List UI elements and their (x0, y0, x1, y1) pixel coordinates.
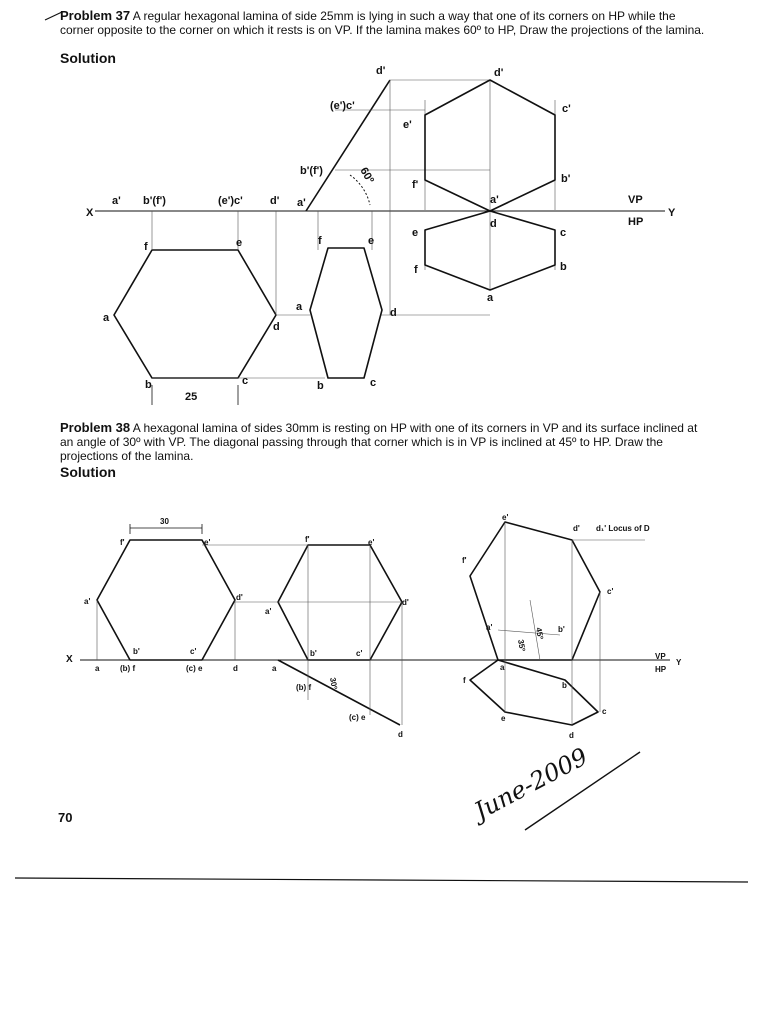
label-c-prime-3: c' (607, 587, 614, 596)
label-x-p37: X (86, 207, 94, 219)
label-a-top-view: a (103, 312, 110, 324)
second-front-view-p38 (278, 545, 402, 660)
label-d-xy-2: d (398, 730, 403, 739)
bottom-rule (15, 878, 748, 882)
label-d-middle: d (390, 307, 397, 319)
label-ce-xy-2: (c) e (349, 713, 366, 722)
label-bf-xy-1: (b) f (120, 664, 136, 673)
label-e-middle: e (368, 235, 375, 247)
final-top-view-p38 (470, 660, 598, 725)
problem-38-heading: Problem 38 (60, 420, 131, 435)
label-e-prime-final: e' (403, 119, 412, 131)
label-d-top-view: d (273, 321, 280, 333)
inclined-top-view-p38 (278, 660, 400, 725)
page-number: 70 (58, 810, 73, 825)
label-a-xy-2: a (272, 664, 277, 673)
label-b-top-3: b (562, 681, 567, 690)
label-b-final-top: b (560, 261, 567, 273)
label-b-prime-3: b' (558, 625, 565, 634)
label-c-top-view: c (242, 375, 249, 387)
label-d-prime-top: d' (376, 65, 386, 77)
label-d-prime-1: d' (236, 593, 243, 602)
label-angle-35: 35º (516, 638, 527, 652)
check-mark-stroke (45, 12, 62, 20)
label-ec-prime-top: (e')c' (330, 100, 355, 112)
label-a-middle: a (296, 301, 303, 313)
label-a-prime-1: a' (84, 597, 91, 606)
top-view-hexagon-p37 (114, 250, 276, 378)
label-f-top-3: f (463, 676, 466, 685)
true-shape-hexagon-p38 (97, 540, 235, 660)
middle-top-view-p37 (310, 248, 382, 378)
label-angle-60: 60º (357, 165, 376, 186)
label-x-p38: X (66, 654, 73, 665)
label-c-top-3: c (602, 707, 607, 716)
label-y-p37: Y (668, 207, 676, 219)
label-y-p38: Y (676, 658, 682, 667)
label-f-prime-3: f' (462, 556, 467, 565)
label-angle-30: 30º (328, 676, 339, 690)
label-hp-p37: HP (628, 216, 644, 228)
label-e-prime-3: e' (502, 513, 509, 522)
label-b-middle: b (317, 380, 324, 392)
problem-38-solution-heading: Solution (60, 464, 116, 480)
label-dimension-30: 30 (160, 517, 169, 526)
label-ce-xy-1: (c) e (186, 664, 203, 673)
problem-38-text: A hexagonal lamina of sides 30mm is resting on HP with one of its corners in VP and its surface inclined at an angle of 30º with VP. The diagonal passing through that corner which is in VP is inclined at 45º to HP. Draw the projections of the lamina. (60, 421, 698, 463)
label-d-prime-xy: d' (270, 195, 280, 207)
label-b-prime-2: b' (310, 649, 317, 658)
label-c-middle: c (370, 377, 377, 389)
label-e-top-3: e (501, 714, 506, 723)
problem-37-text: A regular hexagonal lamina of side 25mm is lying in such a way that one of its corners on HP while the corner opposite to the corner on which it rests is on VP. If the lamina makes 60º to HP, Draw the projections of the lamina. (60, 9, 705, 37)
label-vp-p37: VP (628, 194, 643, 206)
label-a-prime-xy-2: a' (297, 197, 306, 209)
label-a-prime-xy: a' (112, 195, 121, 207)
label-e-final-top: e (412, 227, 419, 239)
label-d-prime-2: d' (402, 598, 409, 607)
label-a-prime-3: a' (486, 623, 493, 632)
label-d-xy-1: d (233, 664, 238, 673)
label-bf-prime-mid: b'(f') (300, 165, 323, 177)
handwritten-date: June-2009 (469, 742, 593, 826)
label-f-prime-final: f' (412, 179, 419, 191)
label-b-prime-1: b' (133, 647, 140, 656)
label-bf-xy-2: (b) f (296, 683, 312, 692)
label-f-final-top: f (414, 264, 418, 276)
label-e-top-view: e (236, 237, 243, 249)
label-f-prime-2: f' (305, 535, 310, 544)
label-b-prime-final: b' (561, 173, 571, 185)
label-a-prime-2: a' (265, 607, 272, 616)
label-a-prime-final: a' (490, 194, 499, 206)
label-d-prime-final: d' (494, 67, 504, 79)
problem-37-solution-heading: Solution (60, 50, 116, 66)
label-locus-of-d: d₁' Locus of D (596, 524, 650, 533)
label-c-prime-final: c' (562, 103, 571, 115)
problem-37-heading: Problem 37 (60, 8, 131, 23)
label-d-final-top: d (490, 218, 497, 230)
label-bf-prime-xy: b'(f') (143, 195, 166, 207)
label-c-final-top: c (560, 227, 567, 239)
label-e-prime-1: e' (204, 538, 211, 547)
label-d-top-3: d (569, 731, 574, 740)
label-f-prime-1: f' (120, 538, 125, 547)
label-angle-45: 45º (534, 626, 545, 640)
label-a-top-3: a (500, 663, 505, 672)
label-e-prime-2: e' (368, 538, 375, 547)
label-dimension-25: 25 (185, 391, 198, 403)
label-f-middle: f (318, 235, 322, 247)
label-ec-prime-xy: (e')c' (218, 195, 243, 207)
label-a-final-top: a (487, 292, 494, 304)
label-b-top-view: b (145, 379, 152, 391)
final-front-view-p38 (470, 522, 600, 660)
label-c-prime-2: c' (356, 649, 363, 658)
label-hp-p38: HP (655, 665, 667, 674)
label-vp-p38: VP (655, 652, 666, 661)
label-a-xy-1: a (95, 664, 100, 673)
label-f-top-view: f (144, 241, 148, 253)
label-c-prime-1: c' (190, 647, 197, 656)
label-d-prime-3: d' (573, 524, 580, 533)
